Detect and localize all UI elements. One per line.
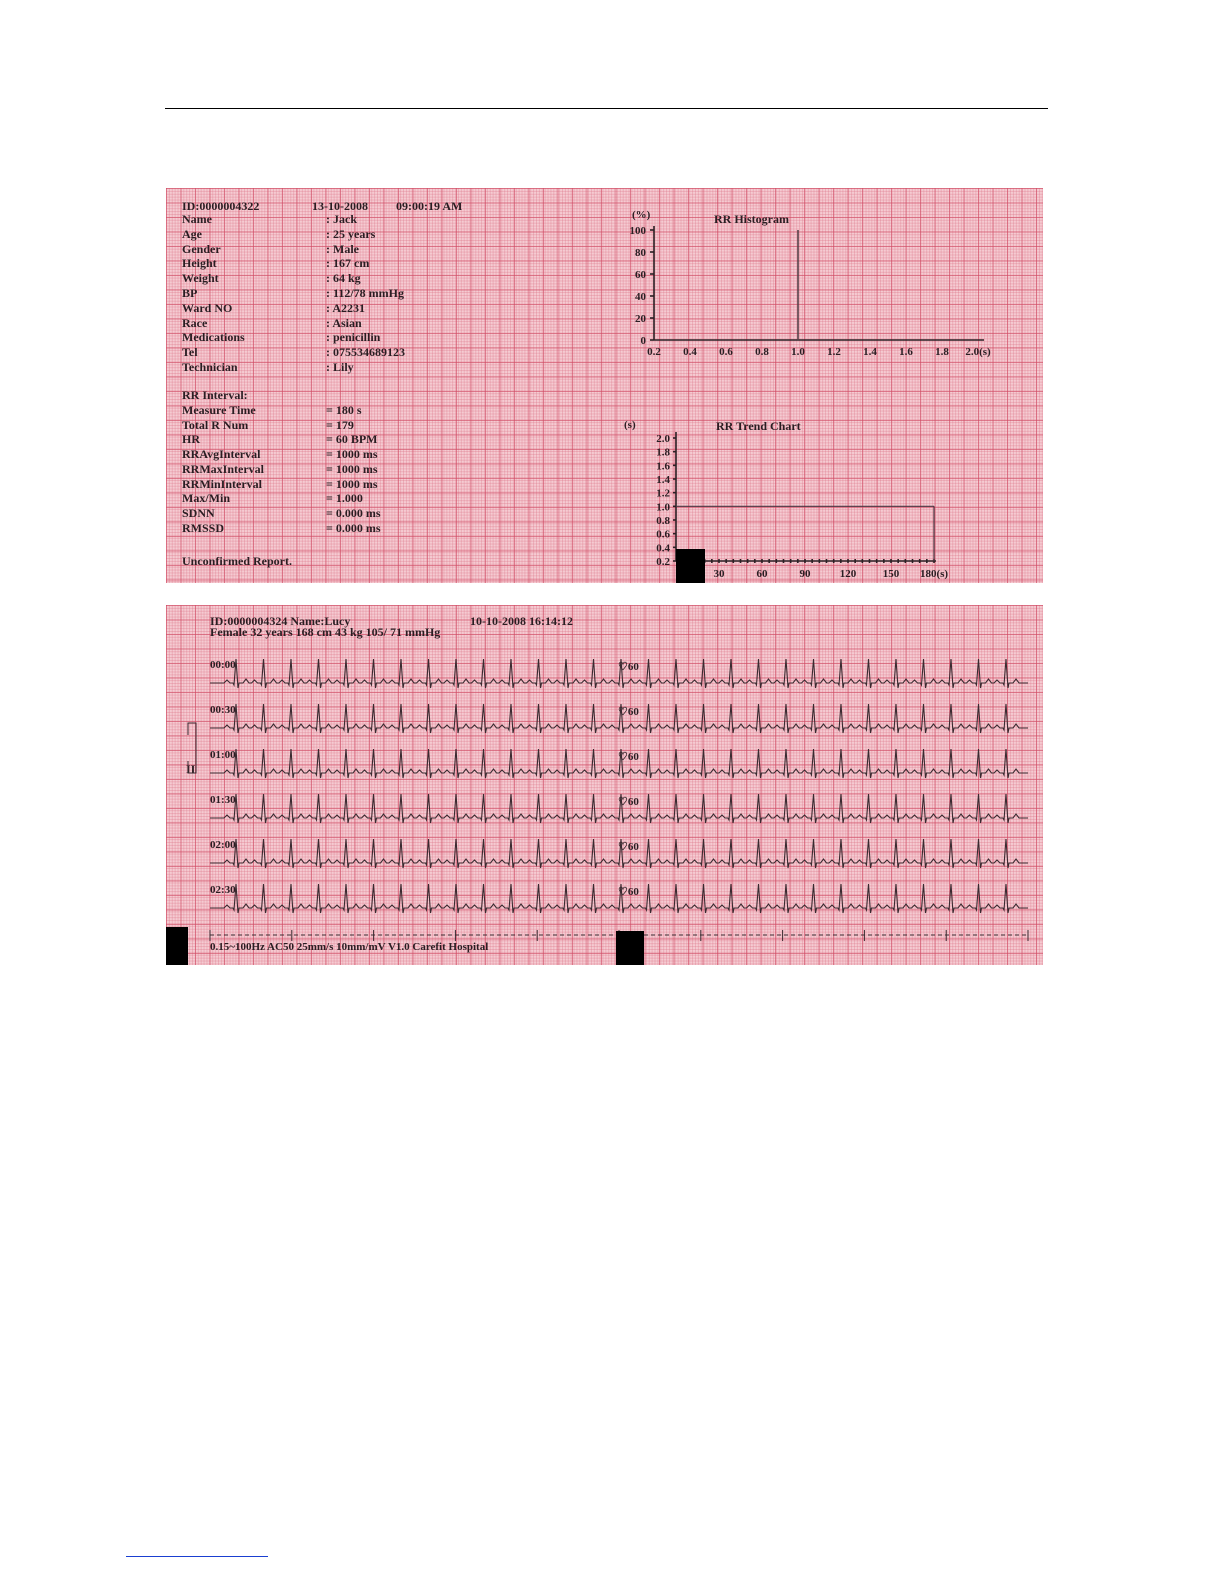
rr-stat-label: SDNN — [182, 505, 215, 520]
ecg-trace-row — [210, 884, 1028, 913]
ecg-row-time: 02:30 — [210, 884, 236, 896]
trend-y-tick-label: 1.0 — [656, 501, 670, 514]
scan-marker-block — [676, 549, 705, 583]
trend-y-tick-label: 1.4 — [656, 474, 670, 486]
ecg-row-heart-rate: ♡60 — [618, 751, 639, 763]
ecg-row-time: 01:00 — [210, 749, 236, 761]
patient-field-value: : Asian — [326, 315, 362, 330]
histogram-y-tick-label: 60 — [635, 269, 646, 281]
rr-stat-label: RMSSD — [182, 520, 225, 535]
ecg-trace-row — [210, 794, 1028, 823]
patient-field-value: : 25 years — [326, 226, 376, 241]
page-header-rule — [165, 108, 1048, 109]
patient-field-label: Name — [182, 212, 212, 226]
patient-field-label: Gender — [182, 241, 221, 256]
trend-x-tick-label: 150 — [882, 568, 900, 580]
trend-x-tick-label: 90 — [799, 568, 811, 580]
report-footer: Unconfirmed Report. — [182, 554, 292, 568]
histogram-x-tick-label: 1.2 — [827, 346, 841, 358]
histogram-x-tick-label: 1.8 — [935, 346, 949, 358]
rr-stat-value: = 60 BPM — [326, 432, 378, 447]
rr-stat-value: = 0.000 ms — [326, 505, 381, 520]
trend-y-tick-label: 1.2 — [656, 487, 670, 500]
trend-y-tick-label: 0.8 — [656, 515, 670, 527]
ecg-patient-header: ID:0000004324 Name:Lucy — [210, 614, 351, 628]
patient-field-value: : 167 cm — [326, 256, 370, 271]
rr-stat-value: = 1000 ms — [326, 461, 378, 476]
rr-stat-label: Max/Min — [182, 491, 230, 506]
patient-field-value: : 075534689123 — [326, 345, 405, 360]
trend-x-tick-label: 180(s) — [919, 568, 949, 580]
rr-stat-label: Total R Num — [182, 417, 249, 432]
trend-y-tick-label: 0.2 — [656, 556, 670, 568]
trend-y-tick-label: 1.8 — [656, 446, 670, 459]
ecg-row-time: 00:00 — [210, 659, 236, 671]
histogram-y-tick-label: 80 — [635, 247, 646, 259]
footnote-rule — [126, 1556, 268, 1557]
ecg-row-heart-rate: ♡60 — [618, 886, 639, 898]
patient-field-label: BP — [182, 286, 198, 300]
trend-y-tick-label: 2.0 — [656, 433, 670, 445]
trend-x-tick-label: 60 — [756, 568, 768, 580]
rr-stat-label: HR — [182, 432, 200, 447]
scan-marker-block-left — [166, 927, 188, 965]
ecg-row-heart-rate: ♡60 — [618, 841, 639, 853]
patient-field-label: Tel — [182, 345, 198, 360]
trend-y-tick-label: 0.4 — [656, 542, 670, 555]
patient-field-value: : 112/78 mmHg — [326, 286, 404, 300]
report-time: 09:00:19 AM — [396, 199, 463, 213]
histogram-y-tick-label: 40 — [635, 291, 646, 303]
patient-field-value: : Jack — [326, 212, 357, 226]
patient-field-label: Race — [182, 315, 208, 330]
patient-field-label: Medications — [182, 330, 245, 345]
patient-field-label: Weight — [182, 271, 219, 286]
patient-field-value: : Male — [326, 241, 359, 256]
report-id: ID:0000004322 — [182, 199, 260, 213]
patient-field-value: : penicillin — [326, 330, 381, 345]
rr-stat-value: = 1000 ms — [326, 476, 378, 491]
ecg-footer-settings: 0.15~100Hz AC50 25mm/s 10mm/mV V1.0 Carefit Hospital — [210, 941, 489, 953]
ecg-row-time: 00:30 — [210, 704, 236, 716]
ecg-trace-row — [210, 749, 1028, 778]
rr-stat-value: = 180 s — [326, 403, 362, 417]
trend-y-tick-label: 0.6 — [656, 528, 670, 541]
patient-field-value: : A2231 — [326, 300, 365, 315]
histogram-x-tick-label: 1.6 — [899, 346, 913, 358]
patient-field-label: Height — [182, 256, 217, 271]
histogram-x-tick-label: 1.4 — [863, 346, 877, 358]
report-date: 13-10-2008 — [312, 199, 368, 213]
histogram-y-unit: (%) — [632, 209, 651, 221]
rr-stat-label: Measure Time — [182, 403, 256, 417]
ecg-row-time: 01:30 — [210, 794, 236, 806]
patient-field-label: Ward NO — [182, 300, 233, 315]
rr-stat-label: RRAvgInterval — [182, 447, 261, 462]
ecg-date-time: 10-10-2008 16:14:12 — [470, 614, 573, 628]
rr-stat-value: = 0.000 ms — [326, 520, 381, 535]
histogram-y-tick-label: 0 — [640, 335, 646, 347]
histogram-y-tick-label: 100 — [629, 225, 646, 237]
ecg-patient-details: Female 32 years 168 cm 43 kg 105/ 71 mmHg — [210, 625, 441, 639]
histogram-x-tick-label: 1.0 — [791, 346, 805, 358]
rr-trend-chart — [166, 188, 1043, 583]
trend-y-tick-label: 1.6 — [656, 460, 670, 473]
histogram-x-tick-label: 2.0(s) — [965, 346, 991, 358]
histogram-title: RR Histogram — [714, 212, 789, 226]
rr-stat-label: RRMaxInterval — [182, 461, 264, 476]
ecg-trace-row — [210, 659, 1028, 688]
histogram-y-tick-label: 20 — [635, 313, 646, 325]
rr-stat-value: = 179 — [326, 417, 354, 432]
ecg-row-heart-rate: ♡60 — [618, 796, 639, 808]
patient-field-value: : Lily — [326, 360, 354, 374]
rr-stat-value: = 1.000 — [326, 491, 363, 506]
patient-field-label: Age — [182, 226, 202, 241]
patient-field-label: Technician — [182, 360, 238, 374]
rr-interval-title: RR Interval: — [182, 388, 248, 402]
histogram-x-tick-label: 0.2 — [647, 346, 661, 358]
trend-y-unit: (s) — [624, 419, 636, 431]
histogram-x-tick-label: 0.6 — [719, 346, 733, 358]
rr-report-strip — [166, 188, 1043, 583]
rr-stat-value: = 1000 ms — [326, 447, 378, 462]
ecg-trace-row — [210, 704, 1028, 733]
ecg-row-time: 02:00 — [210, 839, 236, 851]
lead-label: II — [186, 762, 196, 776]
scan-marker-block-mid — [616, 931, 644, 965]
ecg-rhythm-strip — [166, 605, 1043, 965]
histogram-x-tick-label: 0.4 — [683, 346, 697, 358]
histogram-x-tick-label: 0.8 — [755, 346, 769, 358]
trend-x-tick-label: 30 — [713, 568, 725, 580]
ecg-row-heart-rate: ♡60 — [618, 706, 639, 718]
trend-title: RR Trend Chart — [716, 419, 801, 433]
ecg-trace-row — [210, 839, 1028, 868]
trend-x-tick-label: 120 — [839, 568, 857, 580]
rr-stat-label: RRMinInterval — [182, 476, 262, 491]
patient-field-value: : 64 kg — [326, 271, 361, 286]
ecg-row-heart-rate: ♡60 — [618, 661, 639, 673]
ecg-traces — [166, 605, 1043, 965]
calibration-pulse — [186, 723, 196, 776]
